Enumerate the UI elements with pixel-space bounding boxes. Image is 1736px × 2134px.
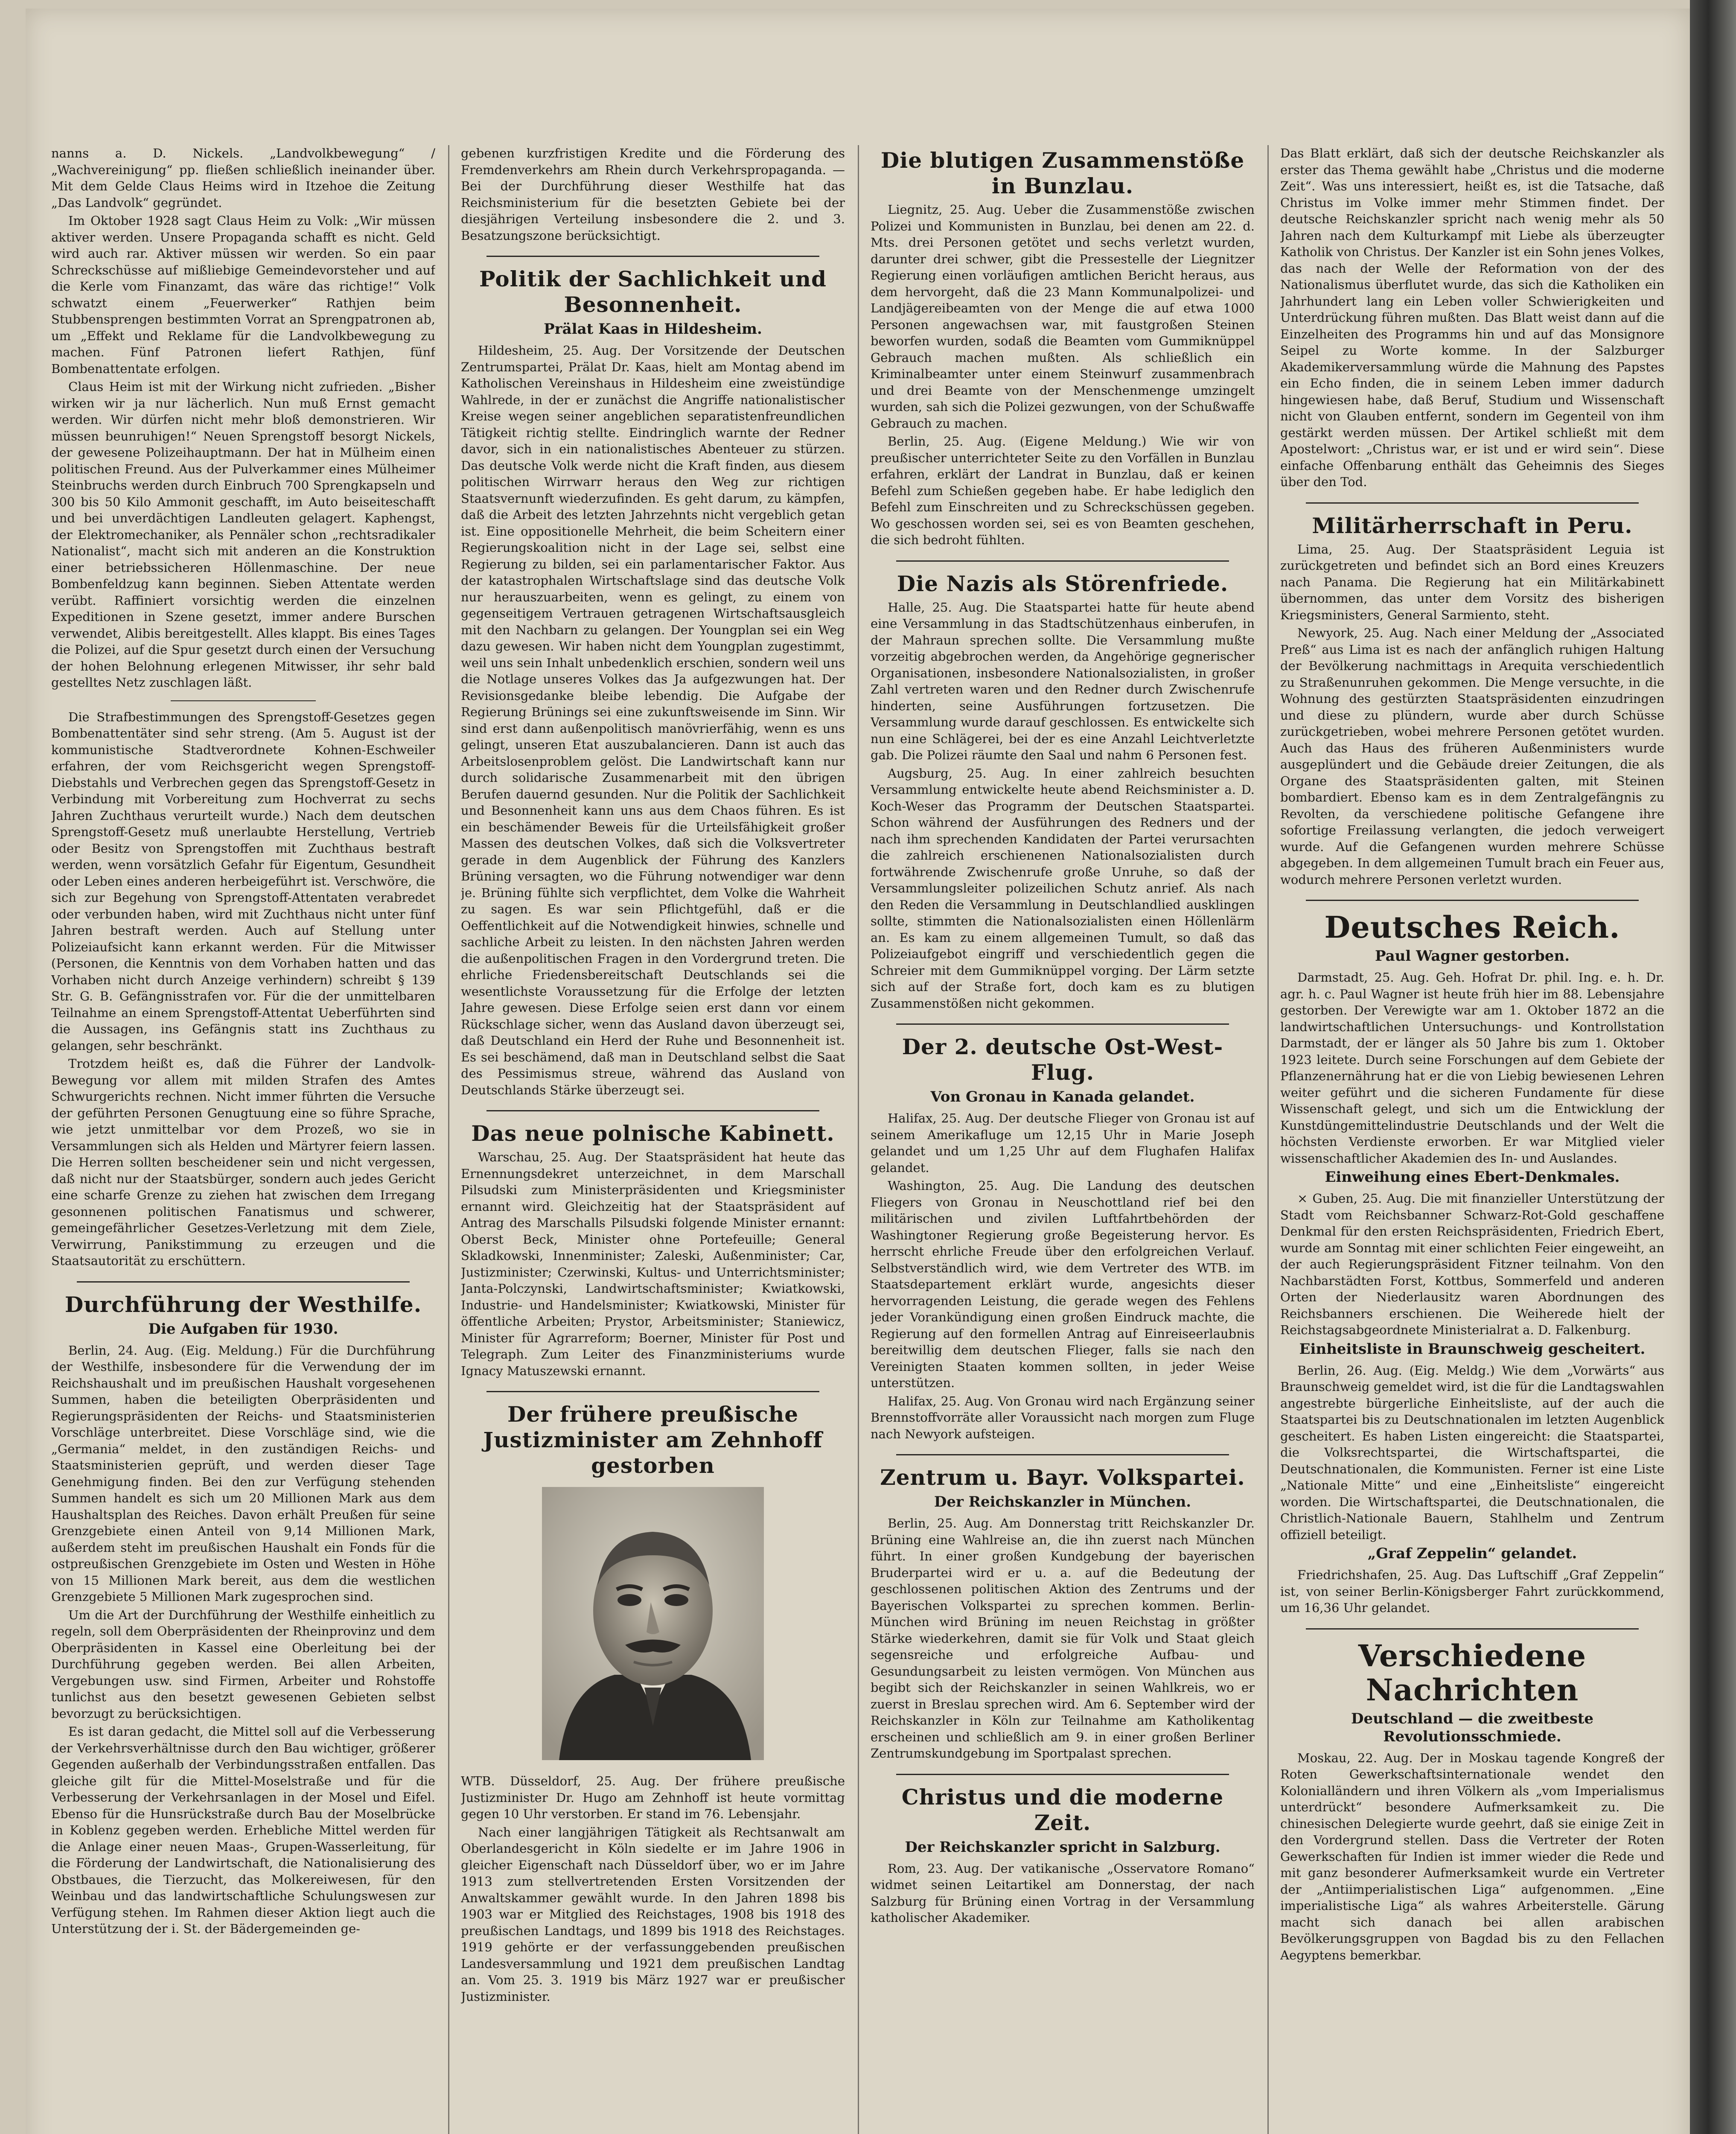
col4-paragraph-2: Lima, 25. Aug. Der Staatspräsident Leguia ist zurückgetreten und befindet sich an Bord eines Kreuzers nach Panama. Die Regierung hat ein Militärkabinett übernommen, das unter dem Vorsitz des bisherigen Kriegsministers, General Sarmiento, steht. <box>1280 542 1664 622</box>
subheadline-braunschweig: Einheitsliste in Braunschweig gescheitert. <box>1299 1340 1646 1358</box>
col2-paragraph-2: Hildesheim, 25. Aug. Der Vorsitzende der Deutschen Zentrumspartei, Prälat Dr. Kaas, hielt am Montag abend im Katholischen Vereinshaus in Hildesheim eine zweistündige Wahlrede, in der er zunächst die Angriffe nationalistischer Kreise wegen seiner angeblichen separatistenfreundlichen Tätigkeit richtig stellte. Eindringlich warnte der Redner davor, sich in ein nationalistisches Abenteuer zu stürzen. Das deutsche Volk werde nicht die Kraft finden, aus diesem politischen Wirrwarr heraus den Weg zur richtigen Staatsvernunft wiederzufinden. Es geht darum, zu kämpfen, daß die Arbeit des letzten Jahrzehnts nicht vergeblich getan ist. Eine oppositionelle Mehrheit, die beim Scheitern einer Regierungskoalition nicht in der Lage sei, selbst eine Regierung zu bilden, sei ein parlamentarischer Faktor. Aus der katastrophalen Wirtschaftslage sind das deutsche Volk nur herauszuarbeiten, wenn es gelingt, zu einem von gegenseitigem Vertrauen getragenen Wirtschaftsausgleich mit den Nachbarn zu gelangen. Der Youngplan sei ein Weg dazu gewesen. Wir haben nicht dem Youngplan zugestimmt, weil uns sein Inhalt unbedenklich erschien, sondern weil uns die Notlage unseres Volkes das Ja aufgezwungen hat. Der Revisionsgedanke bleibe lebendig. Die Aufgabe der Regierung Brünings sei eine zukunftsweisende im Sinn. Wir sind erst dann außenpolitisch manövrierfähig, wenn es uns gelingt, unseren Etat auszubalancieren. Dann ist auch das Arbeitslosenproblem gelöst. Die Landwirtschaft kann nur durch solidarische Zusammenarbeit mit den übrigen Berufen dauernd gesunden. Nur die Politik der Sachlichkeit und Besonnenheit kann uns aus dem Chaos führen. Es ist ein beschämender Beweis für die Urteilsfähigkeit großer Massen des deutschen Volkes, daß sich die Volksvertreter gerade in dem Augenblick der Führung des Kanzlers Brüning versagten, wo die Führung notwendiger war denn je. Brüning fühlte sich verpflichtet, dem Volke die Wahrheit zu sagen. Es war sein Pflichtgefühl, daß er die Oeffentlichkeit auf die Notwendigkeit hinwies, schnelle und sachliche Arbeit zu leisten. In den nächsten Jahren werden die außenpolitischen Fragen in den Vordergrund treten. Die ehrliche Friedensbereitschaft Deutschlands sei die wesentlichste Voraussetzung für die Erfolge der letzten Jahre gewesen. Diese Erfolge seien erst dann vor einem Rückschlage sicher, wenn das Ausland davon überzeugt sei, daß Deutschland ein Herd der Ruhe und Besonnenheit ist. Es sei beschämend, daß man in Deutschland selbst die Saat des Pessimismus streue, während das Ausland von Deutschlands Stärke überzeugt sei. <box>461 343 845 1097</box>
subheadline-christus: Der Reichskanzler spricht in Salzburg. <box>905 1838 1220 1856</box>
column-rule <box>1267 145 1269 2134</box>
divider <box>1306 900 1639 901</box>
headline-zentrum: Zentrum u. Bayr. Volkspartei. <box>880 1465 1245 1490</box>
divider <box>1306 502 1639 504</box>
col4-paragraph-3: Newyork, 25. Aug. Nach einer Meldung der „Associated Preß“ aus Lima ist es nach der anfänglich ruhigen Haltung der Bevölkerung nachmittags in Arequita verschiedentlich zu Straßenunruhen gekommen. Die Menge versuchte, in die Wohnung des gestürzten Staatspräsidenten einzudringen und diese zu plündern, wurde aber durch Schüsse zurückgetrieben, wobei mehrere Personen getötet wurden. Auch das Haus des früheren Außenministers wurde ausgeplündert und die Gebäude dreier Zeitungen, die als Organe des Staatspräsidenten galten, mit Steinen bombardiert. Ebenso kam es in dem Zentralgefängnis zu Revolten, da verschiedene politische Gefangene ihre sofortige Freilassung verlangten, die jedoch verweigert wurde. Auf die Gefangenen wurden mehrere Schüsse abgegeben. In dem allgemeinen Tumult brach ein Feuer aus, wodurch mehrere Personen verletzt wurden. <box>1280 626 1664 887</box>
headline-deutsches-reich: Deutsches Reich. <box>1324 910 1620 945</box>
divider <box>171 700 316 701</box>
headline-justizminister: Der frühere preußische Justizminister am Zehnhoff gestorben <box>483 1402 823 1478</box>
col3-paragraph-3: Halle, 25. Aug. Die Staatspartei hatte für heute abend eine Versammlung in das Stadtschützenhaus einberufen, in der Mahraun sprechen sollte. Die Versammlung mußte vorzeitig abgebrochen werden, da Angehörige gegnerischer Organisationen, insbesondere Nationalsozialisten, in großer Zahl vertreten waren und den Redner durch Zwischenrufe hinderten, seine Ausführungen fortzusetzen. Die Versammlung wurde darauf geschlossen. Es entwickelte sich nun eine Schlägerei, bei der es eine Anzahl Leichtverletzte gab. Die Polizei räumte den Saal und nahm 6 Personen fest. <box>871 600 1255 762</box>
divider <box>896 1023 1229 1025</box>
column-3 <box>871 145 1255 1928</box>
col1-paragraph-3: Claus Heim ist mit der Wirkung nicht zufrieden. „Bisher wirken wir ja nur lächerlich. Nun muß Ernst gemacht werden. Wir dürfen nicht mehr bloß demonstrieren. Wir müssen beunruhigen!“ Neuen Sprengstoff besorgt Nickels, der gewesene Polizeihauptmann. Der hat in Mülheim einen politischen Freund. Aus der Pulverkammer eines Mülheimer Steinbruchs werden durch Einbruch 700 Sprengkapseln und 300 bis 50 Kilo Ammonit geschafft, im Auto beiseiteschafft und bei unverdächtigen Landleuten gelagert. Kaphengst, der Elektromechaniker, als Pennäler schon „rechtsradikaler Nationalist“, macht sich mit anderen an die Konstruktion einer betriebssicheren Höllenmaschine. Der neue Bombenfeldzug kann beginnen. Sieben Attentate werden verübt. Raffiniert vorsichtig werden die einzelnen Expeditionen in Szene gesetzt, immer andere Burschen verwendet, Alibis bereitgestellt. Alles klappt. Bis eines Tages die Polizei, auf die Spur gesetzt durch einen der Versuchung der hohen Belohnung erlegenen Mitwisser, ihr sehr bald gestelltes Netz zuschlagen läßt. <box>51 379 435 690</box>
col4-paragraph-5: × Guben, 25. Aug. Die mit finanzieller Unterstützung der Stadt vom Reichsbanner Schwarz-Rot-Gold geschaffene Denkmal für den ersten Reichspräsidenten, Friedrich Ebert, wurde am Sonntag mit einer schlichten Feier eingeweiht, an der auch Regierungspräsident Fitzner teilnahm. Von den Nachbarstädten Forst, Kottbus, Sommerfeld und anderen Orten der Niederlausitz waren Abordnungen des Reichsbanners erschienen. Die Weiherede hielt der Reichstagsabgeordnete Ministerialrat a. D. Falkenburg. <box>1280 1191 1664 1337</box>
column-1 <box>51 145 435 1939</box>
column-rule <box>858 145 859 2134</box>
col3-paragraph-6: Washington, 25. Aug. Die Landung des deutschen Fliegers von Gronau in Neuschottland rief bei den militärischen und zivilen Luftfahrtbehörden der Washingtoner Regierung große Begeisterung hervor. Es herrscht ehrliche Freude über den erfolgreichen Verlauf. Selbstverständlich wird, wie dem Vertreter des WTB. im Staatsdepartement erklärt wurde, angesichts dieser hervorragenden Leistung, die gerade wegen des Fehlens jeder Vorankündigung einen großen Eindruck machte, die Regierung auf den formellen Antrag auf Einreiseerlaubnis bereitwillig dem deutschen Flieger, falls sie nach den Vereinigten Staaten kommen sollten, in jeder Weise unterstützen. <box>871 1178 1255 1390</box>
col2-paragraph-4: WTB. Düsseldorf, 25. Aug. Der frühere preußische Justizminister Dr. Hugo am Zehnhoff ist heute vormittag gegen 10 Uhr verstorben. Er stand im 76. Lebensjahr. <box>461 1774 845 1821</box>
subheadline-zentrum: Der Reichskanzler in München. <box>934 1493 1191 1510</box>
divider <box>486 1391 819 1392</box>
col2-paragraph-3: Warschau, 25. Aug. Der Staatspräsident hat heute das Ernennungsdekret unterzeichnet, in dem Marschall Pilsudski zum Ministerpräsidenten und Kriegsminister ernannt wird. Gleichzeitig hat der Staatspräsident auf Antrag des Marschalls Pilsudski folgende Minister ernannt: Oberst Beck, Minister ohne Portefeuille; General Skladkowski, Innenminister; Zaleski, Außenminister; Car, Justizminister; Czerwinski, Kultus- und Unterrichtsminister; Janta-Polczynski, Landwirtschaftsminister; Kwiatkowski, Industrie- und Handelsminister; Kwiatkowski, Minister für öffentliche Arbeiten; Prystor, Arbeitsminister; Staniewicz, Minister für Agrarreform; Boerner, Minister für Post und Telegraph. Zum Leiter des Finanzministeriums wurde Ignacy Matuszewski ernannt. <box>461 1150 845 1378</box>
divider <box>486 1110 819 1111</box>
headline-christus: Christus und die moderne Zeit. <box>901 1784 1224 1835</box>
divider <box>1306 1628 1639 1630</box>
newspaper-page <box>26 9 1690 2134</box>
subheadline-flug: Von Gronau in Kanada gelandet. <box>930 1088 1195 1105</box>
col1-paragraph-7: Um die Art der Durchführung der Westhilfe einheitlich zu regeln, soll dem Oberpräsidenten der Rheinprovinz und dem Oberpräsidenten in Kassel eine Oberleitung bei der Durchführung gegeben werden. Bei allen Arbeiten, Vergebungen usw. sind Firmen, Arbeiter und Rohstoffe tunlichst aus den besetzt gewesenen Gebieten selbst bevorzugt zu berücksichtigen. <box>51 1607 435 1721</box>
subheadline-wagner: Paul Wagner gestorben. <box>1375 947 1570 965</box>
divider <box>896 560 1229 562</box>
col1-paragraph-5: Trotzdem heißt es, daß die Führer der Landvolk-Bewegung vor allem mit milden Strafen des Amtes Schwurgerichts rechnen. Nicht immer führten die Versuche der geführten Personen Genugtuung eine so führe Sprache, wie jetzt unmittelbar vor dem Prozeß, wo sie in Versammlungen sich als Helden und Märtyrer feiern lassen. Die Herren sollten bescheidener sein und nicht vergessen, daß nicht nur der Staatsbürger, sondern auch jedes Gericht eine scharfe Grenze zu ziehen hat zwischen dem Irregang gesonnenen politischen Fanatismus und schwerer, gemeingefährlicher Gesetzes-Verletzung mit dem Ziele, Verwirrung, Panikstimmung zu erzeugen und die Staatsautorität zu erschüttern. <box>51 1056 435 1268</box>
column-4 <box>1280 145 1664 1965</box>
headline-polen: Das neue polnische Kabinett. <box>471 1121 835 1146</box>
col3-paragraph-9: Rom, 23. Aug. Der vatikanische „Osservatore Romano“ widmet seinen Leitartikel am Donnerstag, der nach Salzburg für Brüning einen Vortrag in der Versammlung katholischer Akademiker. <box>871 1861 1255 1925</box>
subheadline-ebert: Einweihung eines Ebert-Denkmales. <box>1325 1169 1620 1186</box>
subheadline-revolutionsschmiede: Deutschland — die zweitbeste Revolutionsschmiede. <box>1351 1710 1594 1745</box>
divider <box>896 1454 1229 1455</box>
col3-paragraph-1: Liegnitz, 25. Aug. Ueber die Zusammenstöße zwischen Polizei und Kommunisten in Bunzlau, bei denen am 22. d. Mts. drei Personen getötet und sechs verletzt wurden, darunter drei schwer, gibt die Pressestelle der Liegnitzer Regierung einen vorläufigen amtlichen Bericht heraus, aus dem hervorgeht, daß die 23 Mann Kommunalpolizei- und Landjägereibeamten von der Menge die auf etwa 1000 Personen angewachsen war, mit faustgroßen Steinen beworfen wurden, sodaß die Beamten vom Gummiknüppel Gebrauch machen mußten. Als schließlich ein Kriminalbeamter unter einem Steinwurf zusammenbrach und drei Beamte von der Menschenmenge umzingelt wurden, sah sich die Polizei gezwungen, von der Schußwaffe Gebrauch zu machen. <box>871 202 1255 431</box>
subheadline-politik: Prälat Kaas in Hildesheim. <box>544 321 762 338</box>
divider <box>486 256 819 257</box>
headline-politik: Politik der Sachlichkeit und Besonnenheit. <box>479 266 827 317</box>
headline-westhilfe: Durchführung der Westhilfe. <box>64 1291 422 1317</box>
subheadline-zeppelin: „Graf Zeppelin“ gelandet. <box>1367 1545 1577 1562</box>
col1-paragraph-1: nanns a. D. Nickels. „Landvolkbewegung“ / „Wachvereinigung“ pp. fließen schließlich ineinander über. Mit dem Gelde Claus Heims wird in Itzehoe die Zeitung „Das Landvolk“ gegründet. <box>51 146 435 210</box>
headline-peru: Militärherrschaft in Peru. <box>1312 513 1633 538</box>
col3-paragraph-2: Berlin, 25. Aug. (Eigene Meldung.) Wie wir von preußischer unterrichteter Seite zu den Vorfällen in Bunzlau erfahren, erklärt der Landrat in Bunzlau, daß er keinen Befehl zum Schießen gegeben habe. Er habe lediglich den Befehl zum Einschreiten und zu Schreckschüssen gegeben. Wo geschossen worden sei, sei es von Beamten geschehen, die sich bedroht fühlten. <box>871 434 1255 547</box>
col4-paragraph-4: Darmstadt, 25. Aug. Geh. Hofrat Dr. phil. Ing. e. h. Dr. agr. h. c. Paul Wagner ist heute früh hier im 88. Lebensjahre gestorben. Der Verewigte war am 1. Oktober 1872 an die landwirtschaftlichen Untersuchungs- und Kontrollstation Darmstadt, der er länger als 50 Jahre bis zum 1. Oktober 1923 leitete. Durch seine Forschungen auf dem Gebiete der Pflanzenernährung hat er die von Liebig bewiesenen Lehren weiter geführt und die sicheren Fundamente für diese Wissenschaft gelegt, und sich um die Entwicklung der Kunstdüngemittelindustrie Deutschlands und der Welt die höchsten Verdienste erworben. Er war Mitglied vieler wissenschaftlicher Akademien des In- und Auslandes. <box>1280 970 1664 1166</box>
col1-paragraph-2: Im Oktober 1928 sagt Claus Heim zu Volk: „Wir müssen aktiver werden. Unsere Propaganda schafft es nicht. Geld wird auch rar. Aktiver müssen wir werden. So ein paar Schreckschüsse auf mißliebige Gemeindevorsteher und auf die Kerle vom Finanzamt, das wäre das richtige!“ Volk schwatzt einem „Feuerwerker“ Rathjen beim Stubbensprengen bestimmten Vorrat an Sprengpatronen ab, um „Effekt und Reklame für die Landvolkbewegung zu machen. Fünf Patronen liefert Rathjen, fünf Bombenattentate erfolgen. <box>51 213 435 376</box>
col2-paragraph-5: Nach einer langjährigen Tätigkeit als Rechtsanwalt am Oberlandesgericht in Köln siedelte er im Jahre 1906 in gleicher Eigenschaft nach Düsseldorf über, wo er im Jahre 1913 zum stellvertretenden Ersten Vorsitzenden der Anwaltskammer gewählt wurde. In den Jahren 1898 bis 1903 war er Mitglied des Reichstages, 1908 bis 1918 des preußischen Landtags, und 1899 bis 1918 des Reichstages. 1919 gehörte er der verfassunggebenden preußischen Landesversammlung und 1921 dem preußischen Landtag an. Vom 25. 3. 1919 bis März 1927 war er preußischer Justizminister. <box>461 1825 845 2004</box>
col1-paragraph-8: Es ist daran gedacht, die Mittel soll auf die Verbesserung der Verkehrsverhältnisse durch den Bau wichtiger, größerer Gegenden außerhalb der Verbindungsstraßen entfallen. Das gleiche gilt für die Mittel-Moselstraße und für die Verbesserung der Verkehrsanlagen in der Mosel und Eifel. Ebenso für die Hunsrückstraße durch Bau der Moselbrücke in Koblenz gegeben werden. Erhebliche Mittel werden für die Anlage einer neuen Maas-, Grupen-Wasserleitung, für die Förderung der Landwirtschaft, die Nationalisierung des Obstbaues, die Tierzucht, das Molkereiwesen, für den Weinbau und das landwirtschaftliche Schulungswesen zur Verfügung stehen. Im Rahmen dieser Aktion liegt auch die Unterstützung der i. St. der Bädergemeinden ge- <box>51 1724 435 1936</box>
col4-paragraph-6: Berlin, 26. Aug. (Eig. Meldg.) Wie dem „Vorwärts“ aus Braunschweig gemeldet wird, ist die für die Landtagswahlen angestrebte bürgerliche Einheitsliste, auf der auch die Staatspartei bis zu Deutschnationalen im letzten Augenblick gescheitert. Es haben Listen eingereicht: die Staatspartei, die Volksrechtspartei, die Wirtschaftspartei, die Deutschnationalen, die Kommunisten. Ferner ist eine Liste „Nationale Mitte“ und eine „Einheitsliste“ eingereicht worden. Die Wirtschaftspartei, die Deutschnationalen, die Christlich-Nationale Bauern, Stahlhelm und Zentrum offiziell beteiligt. <box>1280 1363 1664 1542</box>
column-rule <box>448 145 449 2134</box>
col4-paragraph-7: Friedrichshafen, 25. Aug. Das Luftschiff „Graf Zeppelin“ ist, von seiner Berlin-Königsberger Fahrt zurückkommend, um 16,36 Uhr gelandet. <box>1280 1568 1664 1615</box>
headline-bunzlau: Die blutigen Zusammenstöße in Bunzlau. <box>880 148 1245 198</box>
headline-ost-west-flug: Der 2. deutsche Ost-West-Flug. <box>902 1034 1223 1085</box>
col1-paragraph-4: Die Strafbestimmungen des Sprengstoff-Gesetzes gegen Bombenattentäter sind sehr streng. (Am 5. August ist der kommunistische Stadtverordnete Kohnen-Eschweiler erfahren, der vom Reichsgericht wegen Sprengstoff-Diebstahls und Verbrechen gegen das Sprengstoff-Gesetz in Verbindung mit Vorbereitung zum Hochverrat zu sechs Jahren Zuchthaus verurteilt wurde.) Nach dem deutschen Sprengstoff-Gesetz muß unerlaubte Herstellung, Vertrieb oder Besitz von Sprengstoffen mit Zuchthaus bestraft werden, wenn vorsätzlich Gefahr für Eigentum, Gesundheit oder Leben eines anderen herbeigeführt ist. Verschwöre, die sich zur Begehung von Sprengstoff-Attentaten verabredet oder verbunden haben, wird mit Zuchthaus nicht unter fünf Jahren bestraft werden. Auch auf Stellung unter Polizeiaufsicht kann erkannt werden. Für die Mitwisser (Personen, die Kenntnis von dem Vorhaben hatten und das Vorhaben nicht durch Anzeige verhindern) schreibt § 139 Str. G. B. Gefängnisstrafen vor. Für die der unmittelbaren Teilnahme an einem Sprengstoff-Attentat Ueberführten sind die Aussagen, ins Gefängnis statt ins Zuchthaus zu gelangen, sehr beschränkt. <box>51 709 435 1053</box>
portrait-photo <box>542 1487 764 1760</box>
divider <box>896 1774 1229 1775</box>
col3-paragraph-4: Augsburg, 25. Aug. In einer zahlreich besuchten Versammlung entwickelte heute abend Reichsminister a. D. Koch-Weser das Programm der Deutschen Staatspartei. Schon während der Ausführungen des Redners und der nach ihm sprechenden Kandidaten der Partei verursachten die zahlreich erschienenen Nationalsozialisten durch fortwährende Zwischenrufe große Unruhe, so daß der Versammlungsleiter polizeilichen Schutz anrief. Als nach den Reden die Versammlung in Deutschlandlied ausklingen sollte, stimmten die Nationalsozialisten einen Höllenlärm an. Es kam zu einem allgemeinen Tumult, so daß das Polizeiaufgebot eingriff und verschiedentlich gegen die Schreier mit dem Gummiknüppel vorging. Der Lärm setzte sich auf der Straße fort, doch kam es zu blutigen Zusammenstößen nicht gekommen. <box>871 766 1255 1011</box>
headline-nazis: Die Nazis als Störenfriede. <box>897 571 1229 596</box>
divider <box>77 1281 410 1283</box>
subheadline-westhilfe: Die Aufgaben für 1930. <box>148 1320 338 1338</box>
headline-verschiedene-nachrichten: Verschiedene Nachrichten <box>1358 1638 1587 1708</box>
col3-paragraph-5: Halifax, 25. Aug. Der deutsche Flieger von Gronau ist auf seinem Amerikafluge um 12,15 Uhr in Marie Joseph gelandet und um 1,25 Uhr auf dem Flughafen Halifax gelandet. <box>871 1111 1255 1175</box>
col2-paragraph-1: gebenen kurzfristigen Kredite und die Förderung des Fremdenverkehrs am Rhein durch Verkehrspropaganda. — Bei der Durchführung dieser Westhilfe hat das Reichsministerium für die besetzten Gebiete bei der diesjährigen Verteilung insbesondere die 2. und 3. Besatzungszone berücksichtigt. <box>461 146 845 243</box>
col4-paragraph-8: Moskau, 22. Aug. Der in Moskau tagende Kongreß der Roten Gewerkschaftsinternationale wendet den Kolonialländern und ihren Völkern als „vom Imperialismus unterdrückt“ besondere Aufmerksamkeit zu. Die chinesischen Delegierte wurde geehrt, daß sie einige Zeit in den Vordergrund stellen. Dass die Vertreter der Roten Gewerkschaften für Indien ist immer wieder die Rede und mit ganz besonderer Aufmerksamkeit wurde ein Vertreter der „Antiimperialistischen Liga“ aufgenommen. „Eine imperialistische Liga“ als wahres Arbeiterstelle. Gärung macht sich danach bei allen arabischen Bevölkerungsgruppen von Bagdad bis zu den Fellachen Aegyptens bemerkbar. <box>1280 1750 1664 1962</box>
book-binding-edge <box>1690 0 1736 2134</box>
col4-paragraph-1: Das Blatt erklärt, daß sich der deutsche Reichskanzler als erster das Thema gewählt habe „Christus und die moderne Zeit“. Was uns interessiert, heißt es, ist die Tatsache, daß Christus im Volke immer mehr Stimmen findet. Der deutsche Reichskanzler spricht nach wenig mehr als 50 Jahren nach dem Kulturkampf mit Liebe als überzeugter Katholik von Christus. Der Kanzler ist ein Sohn jenes Volkes, das nach der Welle der Reformation von der des Nationalismus überflutet wurde, das sich die Katholiken ein Jahrhundert lang ein Leben voller Schwierigkeiten und Unterdrückung führen mußten. Das Blatt weist dann auf die Einzelheiten des Programms hin und auf das Monsignore Seipel zu Worte komme. In der Salzburger Akademikerversammlung würde die Mahnung des Papstes ein Echo finden, die in seinem Leben immer dadurch hingewiesen habe, daß Beruf, Studium und Wissenschaft nicht von Glauben entfernt, sondern im Gegenteil von ihm gestärkt werden müssen. Der Artikel schließt mit dem Apostelwort: „Christus war, er ist und er wird sein“. Diese einfache Offenbarung enthält das Geheimnis des Sieges über den Tod. <box>1280 146 1664 489</box>
column-2 <box>461 145 845 2006</box>
col1-paragraph-6: Berlin, 24. Aug. (Eig. Meldung.) Für die Durchführung der Westhilfe, insbesondere für die Verwendung der im Reichshaushalt und im preußischen Haushalt vorgesehenen Summen, haben die beteiligten Oberpräsidenten und Regierungspräsidenten der Reichs- und Staatsministerien Vorschläge unterbreitet. Diese Vorschläge sind, wie die „Germania“ meldet, in den zuständigen Reichs- und Staatsministerien geprüft, und werden dieser Tage Genehmigung finden. Bei den zur Verfügung stehenden Summen handelt es sich um 20 Millionen Mark aus dem Haushaltsplan des Reiches. Davon erhält Preußen für seine Grenzgebiete einen Anteil von 9,14 Millionen Mark, außerdem steht im preußischen Haushalt ein Fonds für die ostpreußischen Grenzgebiete im Osten und Westen in Höhe von 15 Millionen Mark bereit, aus dem die westlichen Grenzgebiete 5 Millionen Mark zugesprochen sind. <box>51 1343 435 1604</box>
col3-paragraph-8: Berlin, 25. Aug. Am Donnerstag tritt Reichskanzler Dr. Brüning eine Wahlreise an, die ihn zuerst nach München führt. In einer großen Kundgebung der bayerischen Bruderpartei wird er u. a. auf die Bedeutung der geschlossenen politischen Aktion des Zentrums und der Bayerischen Volkspartei zu sprechen kommen. Berlin-München wird Brüning im neuen Reichstag in größter Stärke wiederkehren, damit sie für Volk und Staat gleich segensreiche und erfolgreiche Aufbau- und Gesundungsarbeit zu leisten vermögen. Von München aus begibt sich der Reichskanzler in seinen Wahlkreis, wo er zuerst in Breslau sprechen wird. Am 6. September wird der Reichskanzler in Köln zur Teilnahme am Katholikentag erscheinen und schließlich am 9. in einer großen Berliner Zentrumskundgebung im Sportpalast sprechen. <box>871 1516 1255 1761</box>
col3-paragraph-7: Halifax, 25. Aug. Von Gronau wird nach Ergänzung seiner Brennstoffvorräte aller Voraussicht nach morgen zum Fluge nach Newyork aufsteigen. <box>871 1394 1255 1441</box>
